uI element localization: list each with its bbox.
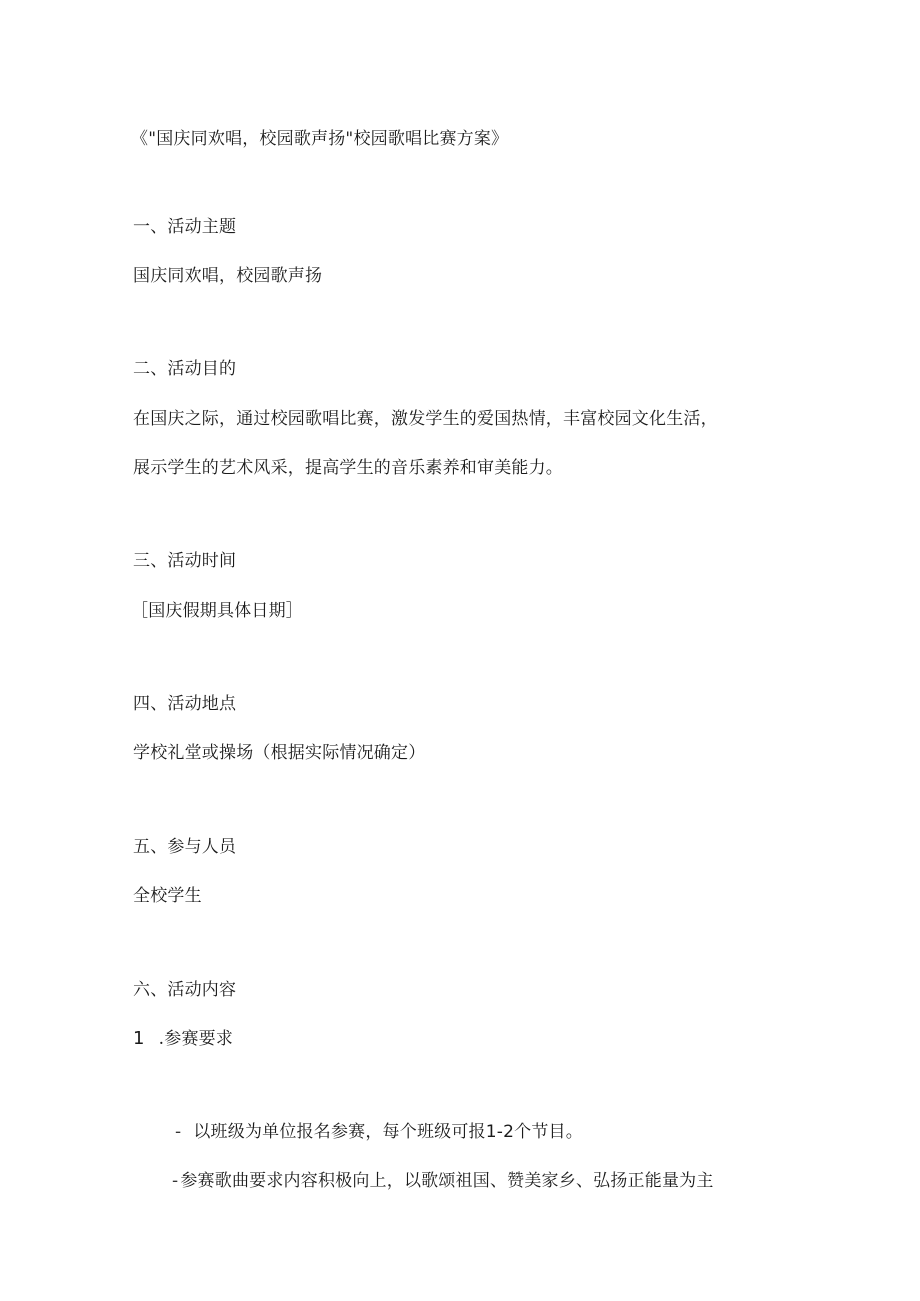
list-item-text-before: 以班级为单位报名参赛，每个班级可报 <box>193 1122 486 1142</box>
list-item-text-after: 个节目。 <box>514 1122 583 1142</box>
section-heading-location: 四、活动地点 <box>133 694 237 714</box>
subsection-heading-requirements <box>133 1029 233 1049</box>
subsection-label: .参赛要求 <box>158 1029 234 1049</box>
section-heading-participants: 五、参与人员 <box>133 837 237 857</box>
section-body-time: ［国庆假期具体日期］ <box>131 601 303 621</box>
section-body-purpose-line-1: 在国庆之际，通过校园歌唱比赛，激发学生的爱国热情，丰富校园文化生活， <box>133 409 718 429</box>
subsection-number: 1 <box>133 1028 145 1049</box>
dash-bullet-icon: - <box>175 1122 182 1142</box>
section-heading-time: 三、活动时间 <box>133 551 237 571</box>
list-item <box>175 1122 583 1142</box>
list-item-text-number: 1-2 <box>485 1122 515 1142</box>
section-body-theme: 国庆同欢唱，校园歌声扬 <box>133 266 323 286</box>
document-title: 《"国庆同欢唱，校园歌声扬"校园歌唱比赛方案》 <box>131 129 509 149</box>
list-item <box>172 1171 714 1191</box>
section-heading-content: 六、活动内容 <box>133 980 237 1000</box>
section-heading-theme: 一、活动主题 <box>133 217 237 237</box>
list-item-text: 参赛歌曲要求内容积极向上，以歌颂祖国、赞美家乡、弘扬正能量为主 <box>180 1171 714 1191</box>
dash-bullet-icon: - <box>172 1171 179 1191</box>
section-body-participants: 全校学生 <box>133 886 202 906</box>
section-body-purpose-line-2: 展示学生的艺术风采，提高学生的音乐素养和审美能力。 <box>133 458 563 478</box>
section-heading-purpose: 二、活动目的 <box>133 359 237 379</box>
section-body-location: 学校礼堂或操场（根据实际情况确定） <box>133 743 426 763</box>
